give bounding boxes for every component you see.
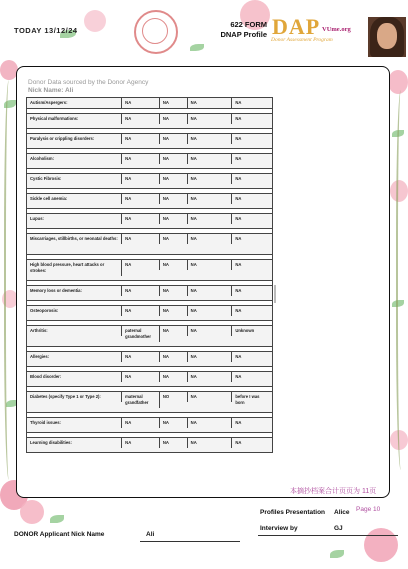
condition-label: Alcoholism:: [27, 154, 122, 164]
table-cell: NA: [235, 196, 242, 201]
table-cell: NA: [188, 418, 233, 428]
condition-label: Cystic Fibrosis:: [27, 174, 122, 184]
table-cell: NA: [122, 286, 160, 296]
interview-by-label: Interview by: [260, 525, 298, 532]
table-row: [26, 213, 273, 228]
table-row: [26, 351, 273, 366]
table-row: [26, 371, 273, 386]
table-cell: NA: [160, 98, 188, 108]
table-cell: NA: [188, 114, 233, 124]
table-cell: NA: [188, 352, 233, 362]
table-cell: maternal grandfather: [122, 392, 160, 408]
table-cell: NA: [235, 262, 242, 267]
form-title-line1: 622 FORM: [230, 20, 267, 29]
table-row: [26, 259, 273, 280]
header-date: TODAY 13/12/24: [14, 26, 78, 35]
form-title: [205, 20, 267, 40]
flower-decoration: [84, 10, 106, 32]
table-cell: NA: [188, 438, 233, 448]
form-title-line2: DNAP Profile: [220, 30, 267, 39]
table-cell: NA: [122, 418, 160, 428]
table-row: [26, 113, 273, 128]
donor-nick-label: DONOR Applicant Nick Name: [14, 531, 105, 538]
table-cell: NA: [188, 306, 233, 316]
table-row: [26, 193, 273, 208]
table-cell: NA: [188, 260, 233, 270]
table-cell: NA: [188, 154, 233, 164]
table-cell: NA: [188, 392, 233, 402]
table-cell: NA: [235, 216, 242, 221]
condition-label: Autism/Aspergers:: [27, 98, 122, 108]
condition-label: Learning disabilities:: [27, 438, 122, 448]
dap-logo-tagline: Donor Assessment Program: [271, 37, 333, 43]
condition-label: Physical malformations:: [27, 114, 122, 124]
donor-photo: [368, 17, 406, 57]
table-cell: NA: [235, 236, 242, 241]
table-row: [26, 97, 273, 108]
table-row: [26, 233, 273, 254]
interview-by-value: GJ: [334, 525, 343, 532]
table-cell: NA: [188, 194, 233, 204]
condition-label: Memory loss or dementia:: [27, 286, 122, 296]
table-cell: NA: [235, 116, 242, 121]
condition-label: Blood disorder:: [27, 372, 122, 382]
leaf-decoration: [50, 515, 64, 523]
donor-nick-value: Ali: [146, 531, 155, 538]
table-cell: NA: [235, 308, 242, 313]
table-cell: NA: [122, 194, 160, 204]
table-cell: NA: [160, 286, 188, 296]
vine-decoration: [396, 90, 408, 470]
medical-history-table: [26, 97, 273, 453]
table-cell: NA: [160, 114, 188, 124]
table-row: [26, 305, 273, 320]
table-cell: NA: [122, 134, 160, 144]
nick-name-line: Nick Name: Ali: [28, 87, 74, 94]
condition-label: Thyroid issues:: [27, 418, 122, 428]
table-row: [26, 153, 273, 168]
table-row: [26, 173, 273, 188]
table-cell: NA: [235, 100, 242, 105]
table-cell: NA: [160, 134, 188, 144]
table-cell: NA: [235, 288, 242, 293]
condition-label: Lupus:: [27, 214, 122, 224]
flower-decoration: [20, 500, 44, 524]
condition-label: Diabetes (specify Type 1 or Type 2):: [27, 392, 122, 402]
table-cell: NA: [122, 234, 160, 244]
table-cell: NA: [160, 438, 188, 448]
dap-logo-sup: VUme.org: [322, 26, 351, 33]
table-cell: NA: [160, 214, 188, 224]
card-title: Donor Data sourced by the Donor Agency: [28, 79, 149, 86]
page-number: Page 10: [356, 506, 381, 513]
condition-label: Sickle cell anemia:: [27, 194, 122, 204]
condition-label: Miscarriages, stillbirths, or neonatal deaths:: [27, 234, 122, 244]
table-cell: NA: [235, 176, 242, 181]
table-cell: before I was born: [235, 394, 260, 405]
table-row: [26, 325, 273, 346]
table-cell: NA: [188, 174, 233, 184]
table-cell: NA: [160, 306, 188, 316]
table-row: [26, 437, 273, 453]
table-cell: NA: [188, 372, 233, 382]
dap-logo: DAP: [272, 14, 321, 39]
table-row: [26, 133, 273, 148]
table-cell: NA: [188, 326, 233, 336]
leaf-decoration: [330, 550, 344, 558]
table-cell: Unknown: [235, 328, 255, 333]
divider: [140, 541, 240, 542]
table-cell: NA: [235, 440, 242, 445]
table-cell: NA: [235, 374, 242, 379]
divider: [258, 535, 398, 536]
flower-decoration: [364, 528, 398, 562]
table-row: [26, 417, 273, 432]
table-cell: NA: [122, 98, 160, 108]
flower-decoration: [388, 70, 408, 94]
table-cell: NA: [122, 306, 160, 316]
condition-label: Arthritis:: [27, 326, 122, 336]
table-cell: NA: [122, 174, 160, 184]
scroll-marker: [274, 285, 276, 303]
condition-label: Allergies:: [27, 352, 122, 362]
profiles-presentation-label: Profiles Presentation: [260, 509, 326, 516]
table-cell: NA: [188, 286, 233, 296]
table-cell: NA: [188, 98, 233, 108]
table-cell: NA: [122, 352, 160, 362]
table-cell: NA: [235, 156, 242, 161]
table-cell: NA: [160, 174, 188, 184]
condition-label: Paralysis or crippling disorders:: [27, 134, 122, 144]
table-cell: NA: [188, 134, 233, 144]
leaf-decoration: [190, 44, 204, 51]
table-cell: NA: [122, 260, 160, 270]
table-cell: NA: [122, 114, 160, 124]
table-cell: NA: [235, 420, 242, 425]
table-cell: NA: [160, 260, 188, 270]
table-cell: NA: [160, 352, 188, 362]
table-cell: NA: [160, 154, 188, 164]
table-cell: NA: [122, 214, 160, 224]
table-cell: NA: [188, 234, 233, 244]
condition-label: High blood pressure, heart attacks or strokes:: [27, 260, 122, 276]
table-cell: NA: [188, 214, 233, 224]
page-count-note: 本摘抄档案合计页页为 11页: [290, 488, 377, 495]
table-cell: NA: [160, 194, 188, 204]
table-cell: paternal grandmother: [122, 326, 160, 342]
profiles-presentation-value: Alice: [334, 509, 350, 516]
table-row: [26, 391, 273, 412]
table-cell: NA: [235, 354, 242, 359]
red-seal-stamp: [134, 10, 178, 54]
condition-label: Osteoporosis:: [27, 306, 122, 316]
vine-decoration: [4, 80, 16, 480]
table-cell: NA: [160, 372, 188, 382]
table-cell: NA: [122, 372, 160, 382]
table-cell: NA: [235, 136, 242, 141]
table-cell: NA: [122, 154, 160, 164]
table-cell: NA: [122, 438, 160, 448]
table-cell: NA: [160, 326, 188, 336]
table-cell: NO: [160, 392, 188, 402]
table-cell: NA: [160, 418, 188, 428]
table-row: [26, 285, 273, 300]
table-cell: NA: [160, 234, 188, 244]
